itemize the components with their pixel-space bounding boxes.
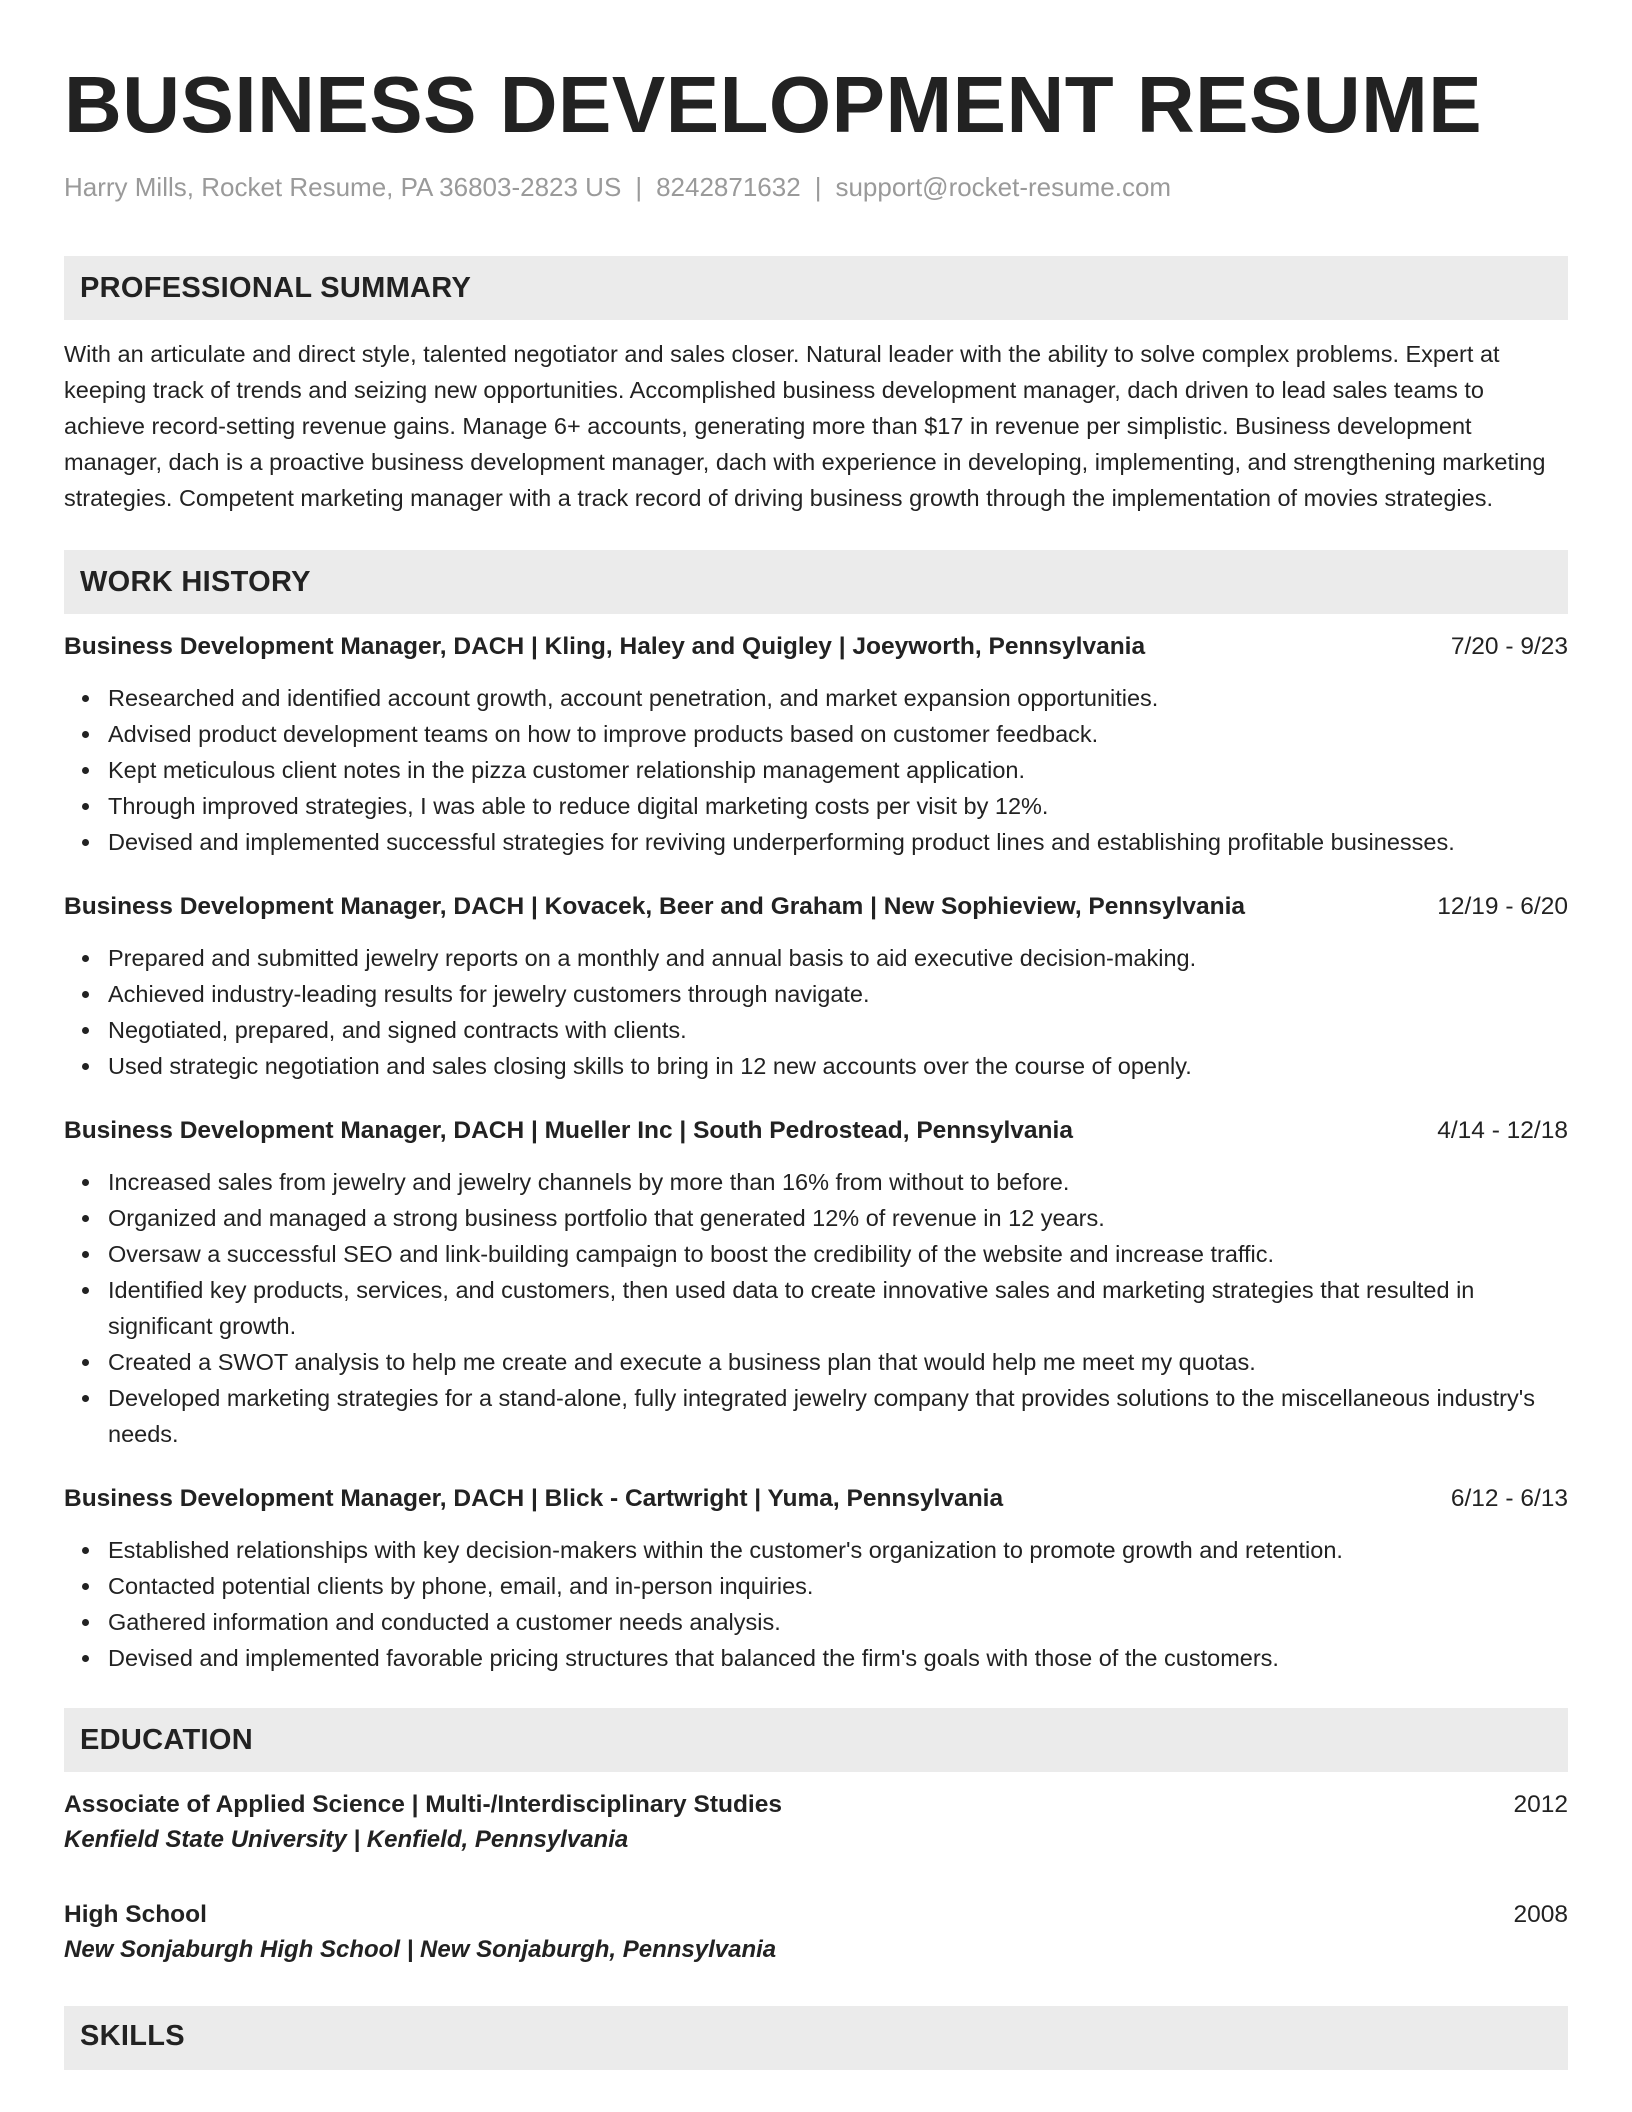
education-heading: EDUCATION	[80, 1723, 253, 1756]
contact-separator: |	[635, 172, 643, 202]
education-year: 2008	[1513, 1901, 1568, 1928]
summary-text: With an articulate and direct style, talented negotiator and sales closer. Natural leader with the ability to solve complex problems. Expert at keeping track of trends and seizing new opportunities. Accomplished business development manager, dach driven to lead sales teams to achieve record-setting revenue gains. Manage 6+ accounts, generating more than $17 in revenue per simplistic. Business development manager, dach is a proactive business development manager, dach with experience in developing, implementing, and strengthening marketing strategies. Competent marketing manager with a track record of driving business growth through the implementation of movies strategies.	[64, 341, 1546, 511]
job-header	[64, 890, 1568, 924]
education-header	[64, 1898, 1568, 1932]
job-entry	[64, 1114, 1568, 1452]
job-bullet: Advised product development teams on how to improve products based on customer feedback.	[108, 716, 1568, 752]
education-entry	[64, 1898, 1568, 1968]
contact-email: support@rocket-resume.com	[835, 172, 1172, 202]
contact-separator: |	[814, 172, 822, 202]
job-bullet: Contacted potential clients by phone, email, and in-person inquiries.	[108, 1568, 1568, 1604]
job-bullet: Gathered information and conducted a customer needs analysis.	[108, 1604, 1568, 1640]
job-bullet: Oversaw a successful SEO and link-building campaign to boost the credibility of the website and increase traffic.	[108, 1236, 1568, 1272]
job-bullet: Negotiated, prepared, and signed contracts with clients.	[108, 1012, 1568, 1048]
summary-section-header	[64, 256, 1568, 320]
job-bullet: Identified key products, services, and customers, then used data to create innovative sales and marketing strategies that resulted in significant growth.	[108, 1272, 1568, 1344]
summary-heading: PROFESSIONAL SUMMARY	[80, 271, 472, 304]
job-title: Business Development Manager, DACH | Kling, Haley and Quigley | Joeyworth, Pennsylvania	[64, 633, 1146, 660]
job-entry	[64, 630, 1568, 860]
resume-page	[64, 0, 1568, 2070]
contact-line	[64, 170, 1568, 204]
job-bullet: Used strategic negotiation and sales closing skills to bring in 12 new accounts over the course of openly.	[108, 1048, 1568, 1084]
job-bullet: Kept meticulous client notes in the pizza customer relationship management application.	[108, 752, 1568, 788]
job-bullet: Organized and managed a strong business portfolio that generated 12% of revenue in 12 years.	[108, 1200, 1568, 1236]
job-bullet: Increased sales from jewelry and jewelry channels by more than 16% from without to before.	[108, 1164, 1568, 1200]
job-bullet: Achieved industry-leading results for jewelry customers through navigate.	[108, 976, 1568, 1012]
job-bullet: Through improved strategies, I was able to reduce digital marketing costs per visit by 12%.	[108, 788, 1568, 824]
job-entry	[64, 1482, 1568, 1676]
work-heading: WORK HISTORY	[80, 565, 311, 598]
skills-heading: SKILLS	[80, 2020, 185, 2052]
job-bullets	[64, 940, 1568, 1084]
resume-title: BUSINESS DEVELOPMENT RESUME	[64, 60, 1483, 149]
job-header	[64, 1114, 1568, 1148]
job-title: Business Development Manager, DACH | Blick - Cartwright | Yuma, Pennsylvania	[64, 1485, 1004, 1512]
job-entry	[64, 890, 1568, 1084]
education-degree: High School	[64, 1901, 207, 1928]
education-year: 2012	[1513, 1791, 1568, 1818]
job-dates: 12/19 - 6/20	[1437, 893, 1568, 920]
job-title: Business Development Manager, DACH | Mueller Inc | South Pedrostead, Pennsylvania	[64, 1117, 1073, 1144]
job-title: Business Development Manager, DACH | Kovacek, Beer and Graham | New Sophieview, Pennsylvania	[64, 893, 1246, 920]
job-dates: 7/20 - 9/23	[1450, 633, 1568, 660]
job-bullets	[64, 680, 1568, 860]
job-bullet: Devised and implemented successful strategies for reviving underperforming product lines and establishing profitable businesses.	[108, 824, 1568, 860]
job-bullet: Devised and implemented favorable pricing structures that balanced the firm's goals with those of the customers.	[108, 1640, 1568, 1676]
education-entry	[64, 1788, 1568, 1858]
contact-address: Harry Mills, Rocket Resume, PA 36803-2823 US	[64, 172, 622, 202]
job-header	[64, 630, 1568, 664]
education-header	[64, 1788, 1568, 1822]
job-bullet: Prepared and submitted jewelry reports on a monthly and annual basis to aid executive decision-making.	[108, 940, 1568, 976]
job-bullet: Researched and identified account growth, account penetration, and market expansion opportunities.	[108, 680, 1568, 716]
job-bullets	[64, 1164, 1568, 1452]
job-dates: 6/12 - 6/13	[1450, 1485, 1568, 1512]
education-degree: Associate of Applied Science | Multi-/Interdisciplinary Studies	[64, 1791, 782, 1818]
job-bullet: Created a SWOT analysis to help me create and execute a business plan that would help me meet my quotas.	[108, 1344, 1568, 1380]
skills-section-header	[64, 2006, 1568, 2070]
job-bullets	[64, 1532, 1568, 1676]
job-header	[64, 1482, 1568, 1516]
job-bullet: Established relationships with key decision-makers within the customer's organization to promote growth and retention.	[108, 1532, 1568, 1568]
contact-phone: 8242871632	[656, 172, 801, 202]
job-dates: 4/14 - 12/18	[1437, 1117, 1568, 1144]
job-bullet: Developed marketing strategies for a stand-alone, fully integrated jewelry company that provides solutions to the miscellaneous industry's needs.	[108, 1380, 1568, 1452]
work-section-header	[64, 550, 1568, 614]
education-section-header	[64, 1708, 1568, 1772]
education-school: Kenfield State University | Kenfield, Pennsylvania	[64, 1826, 629, 1853]
education-school: New Sonjaburgh High School | New Sonjaburgh, Pennsylvania	[64, 1936, 777, 1963]
